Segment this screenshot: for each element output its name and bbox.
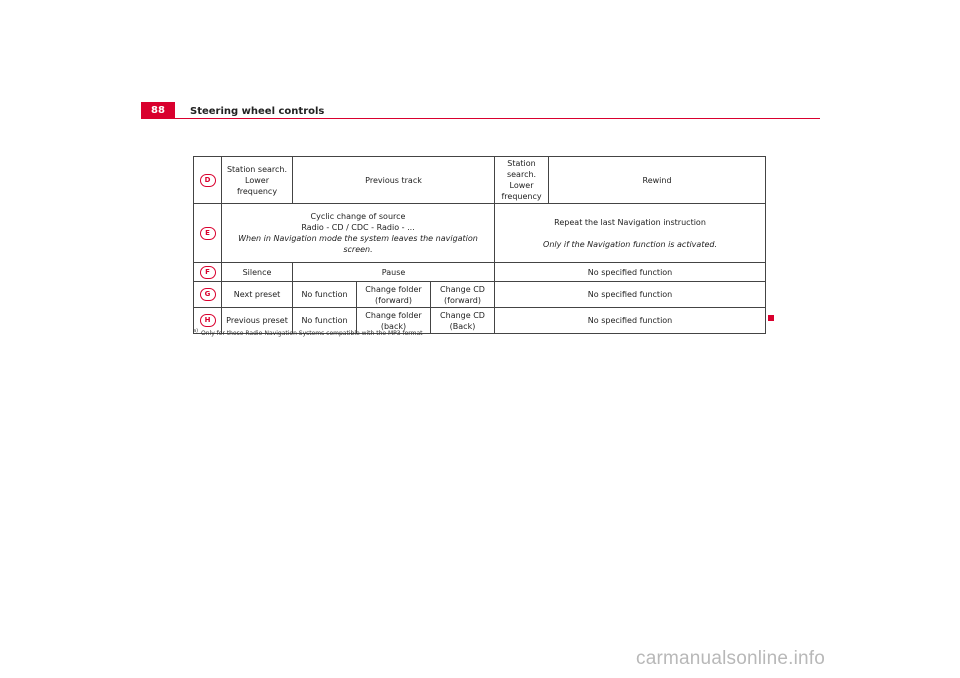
table-cell: Next preset [222,282,293,308]
section-end-marker [768,315,774,321]
cell-line: Repeat the last Navigation instruction [554,217,706,227]
button-f-icon: F [200,266,216,279]
page-number: 88 [141,102,175,119]
page-title: Steering wheel controls [190,106,325,117]
table-cell: No specified function [495,282,766,308]
table-row [194,204,766,263]
cell-line: Only if the Navigation function is activated. [543,239,717,249]
cell-line: Radio - CD / CDC - Radio - ... [301,223,415,232]
table-cell: Previous preset [222,308,293,334]
row-key-cell [194,282,222,308]
table-cell [222,204,495,263]
button-d-icon: D [200,174,216,187]
table-cell: Change CD (forward) [431,282,495,308]
footnote-marker: a) [193,328,199,334]
table-cell: Rewind [549,157,766,204]
table-cell: No specified function [495,308,766,334]
row-key-cell [194,157,222,204]
table-cell [495,204,766,263]
table-cell: Station search. Lower frequency [495,157,549,204]
footnote [193,328,423,337]
steering-controls-table [193,156,766,334]
header-rule [175,118,820,119]
table-row [194,282,766,308]
table-cell: Change folder (forward) [357,282,431,308]
table-cell: Station search. Lower frequency [222,157,293,204]
cell-line: When in Navigation mode the system leaves the navigation screen. [238,234,478,254]
table-cell: Change CD (Back) [431,308,495,334]
table-cell: Pause [293,263,495,282]
table-row [194,157,766,204]
table-cell: Silence [222,263,293,282]
button-e-icon: E [200,227,216,240]
cell-line: Cyclic change of source [310,212,406,221]
table-cell: No function [293,308,357,334]
watermark: carmanualsonline.info [636,648,826,669]
table-cell: Previous track [293,157,495,204]
table-cell: No specified function [495,263,766,282]
row-key-cell [194,204,222,263]
button-g-icon: G [200,288,216,301]
table-cell: No function [293,282,357,308]
table-cell: Change folder (back) [357,308,431,334]
footnote-text: Only for those Radio-Navigation Systems compatible with the MP3 format [201,330,423,337]
table-row [194,263,766,282]
row-key-cell [194,263,222,282]
button-h-icon: H [200,314,216,327]
